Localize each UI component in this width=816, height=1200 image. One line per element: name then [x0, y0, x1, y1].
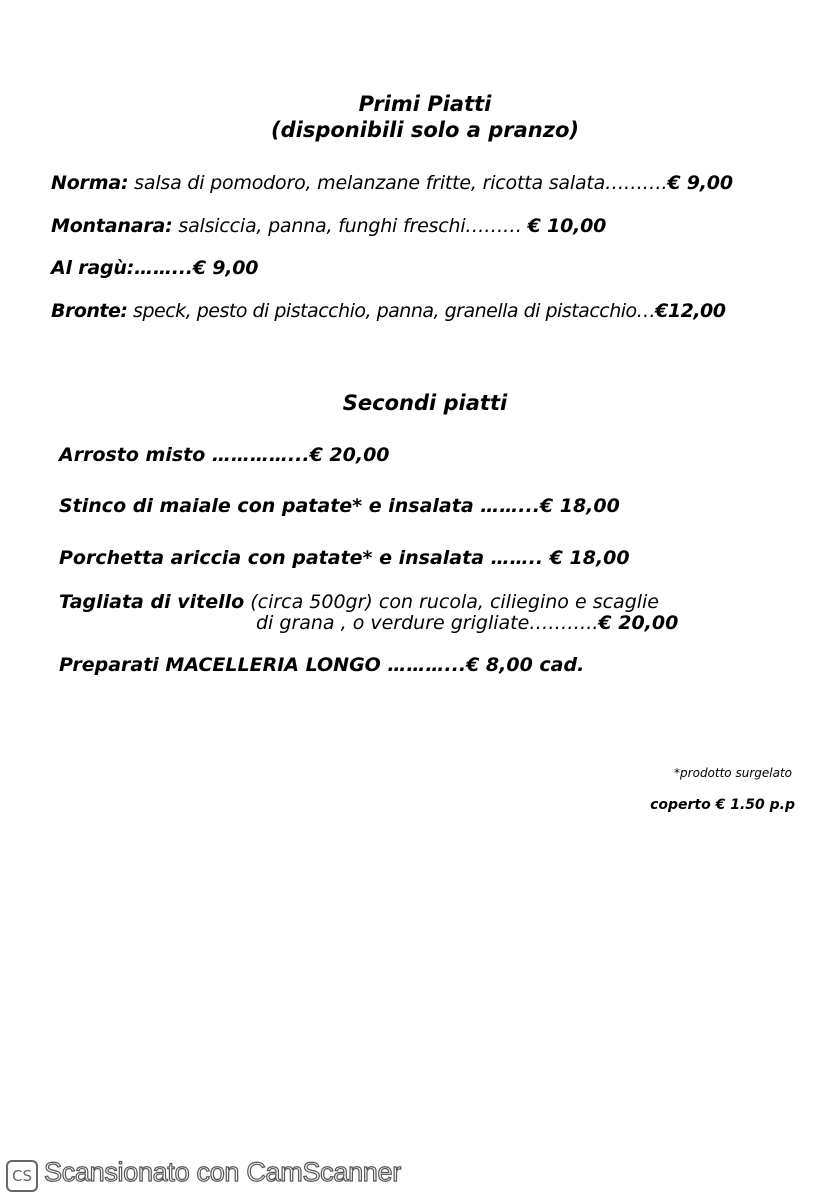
item-desc: speck, pesto di pistacchio, panna, granella di pistacchio… [127, 300, 656, 322]
item-price: €12,00 [655, 300, 726, 322]
menu-item-tagliata [59, 591, 659, 613]
menu-item-norma [51, 172, 733, 194]
item-desc: (circa 500gr) con rucola, ciliegino e scaglie [244, 591, 659, 613]
item-name: Tagliata di vitello [59, 591, 245, 613]
item-price: € 9,00 [192, 257, 259, 279]
item-price: € 10,00 [527, 215, 607, 237]
primi-title: Primi Piatti [358, 92, 492, 116]
camscanner-watermark: Scansionato con CamScanner [44, 1157, 401, 1187]
frozen-note: *prodotto surgelato [674, 766, 792, 780]
item-name: Norma: [51, 172, 129, 194]
menu-item-porchetta: Porchetta ariccia con patate* e insalata …….. € 18,00 [59, 547, 630, 569]
secondi-title: Secondi piatti [342, 391, 508, 415]
menu-item-preparati: Preparati MACELLERIA LONGO ………...€ 8,00 cad. [59, 654, 585, 676]
item-desc: salsiccia, panna, funghi freschi……… [172, 215, 528, 237]
item-name: Montanara: [51, 215, 173, 237]
item-name: Bronte: [51, 300, 128, 322]
item-name: Al ragù:……... [51, 257, 193, 279]
menu-item-tagliata-line2 [256, 612, 678, 634]
cover-charge: coperto € 1.50 p.p [650, 797, 795, 813]
item-desc: salsa di pomodoro, melanzane fritte, ricotta salata………. [128, 172, 668, 194]
camscanner-logo: CS [6, 1160, 38, 1192]
item-desc: di grana , o verdure grigliate……….. [256, 612, 599, 634]
menu-item-bronte [51, 300, 725, 322]
item-price: € 20,00 [598, 612, 679, 634]
item-price: € 9,00 [667, 172, 733, 194]
primi-subtitle: (disponibili solo a pranzo) [271, 118, 579, 142]
menu-item-ragu [51, 257, 258, 279]
menu-item-arrosto: Arrosto misto …………...€ 20,00 [59, 444, 390, 466]
menu-item-stinco: Stinco di maiale con patate* e insalata ……...€ 18,00 [59, 495, 620, 517]
menu-item-montanara [51, 215, 606, 237]
